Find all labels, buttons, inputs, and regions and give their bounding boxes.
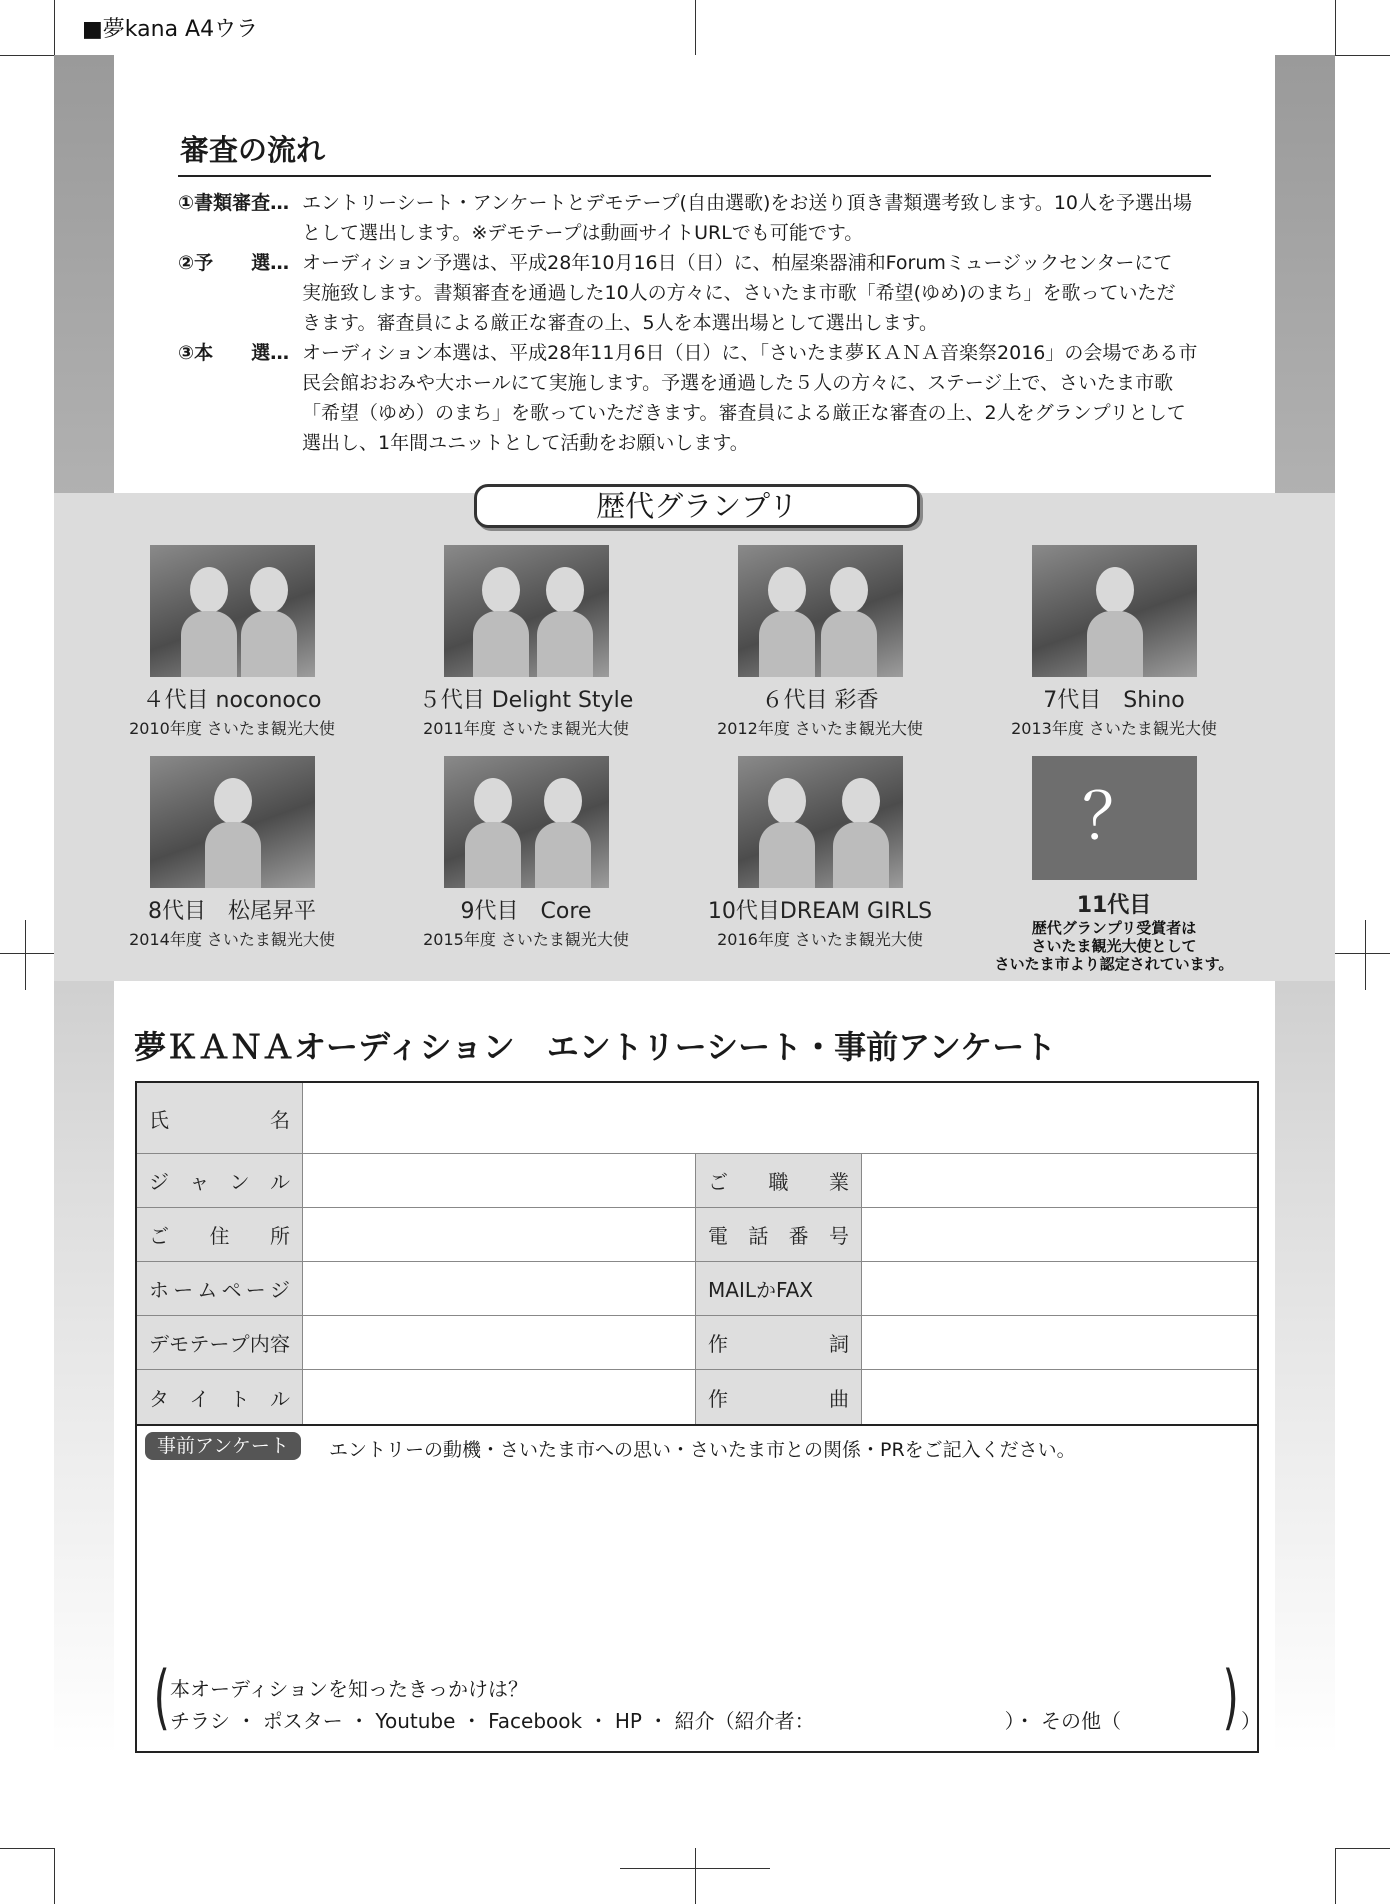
entry-form — [135, 1081, 1259, 1753]
title-field[interactable] — [303, 1370, 695, 1424]
grandprix-photo — [1032, 545, 1197, 677]
grandprix-name: 10代目DREAM GIRLS — [707, 899, 933, 924]
grandprix-item — [376, 756, 676, 950]
composer-field[interactable] — [862, 1370, 1257, 1424]
demo-content-field[interactable] — [303, 1316, 695, 1369]
step-line: エントリーシート・アンケートとデモテープ(自由選歌)をお送り頂き書類選考致します。10人を予選出場 — [302, 192, 1193, 214]
lyricist-label: 作 詞 — [696, 1316, 861, 1369]
form-row — [137, 1154, 1257, 1208]
grandprix-item — [670, 545, 970, 739]
address-label: ご 住 所 — [137, 1208, 302, 1261]
step-line: オーディション予選は、平成28年10月16日（日）に、柏屋楽器浦和Forumミュージックセンターにて — [302, 252, 1173, 274]
step-text — [302, 338, 1240, 458]
grandprix-year: 2014年度 さいたま観光大使 — [129, 930, 335, 949]
occupation-field[interactable] — [862, 1154, 1257, 1207]
step-label: ③本 選… — [178, 342, 290, 364]
grandprix-photo — [150, 545, 315, 677]
question-mark-placeholder: ？ — [1032, 756, 1197, 880]
name-row — [137, 1083, 1257, 1154]
grandprix-year: 2010年度 さいたま観光大使 — [129, 719, 335, 738]
discovery-options[interactable]: チラシ ・ ポスター ・ Youtube ・ Facebook ・ HP ・ 紹介（紹介者： ）・ その他（ ） — [170, 1709, 1261, 1733]
step-line: として選出します。※デモテープは動画サイトURLでも可能です。 — [302, 222, 864, 244]
grandprix-photo — [738, 545, 903, 677]
left-bracket: ( — [153, 1656, 170, 1738]
grandprix-year: 2016年度 さいたま観光大使 — [717, 930, 923, 949]
phone-field[interactable] — [862, 1208, 1257, 1261]
step-line: 選出し、1年間ユニットとして活動をお願いします。 — [302, 432, 749, 454]
homepage-field[interactable] — [303, 1262, 695, 1315]
form-row — [137, 1208, 1257, 1262]
step-line: オーディション本選は、平成28年11月6日（日）に、「さいたま夢ＫＡＮＡ音楽祭2016」の会場である市 — [302, 342, 1198, 364]
step-text — [302, 188, 1240, 248]
title-label: タ イ ト ル — [137, 1370, 302, 1424]
grandprix-item — [376, 545, 676, 739]
note-line: さいたま市より認定されています。 — [994, 955, 1234, 973]
mail-fax-field[interactable] — [862, 1262, 1257, 1315]
form-row — [137, 1370, 1257, 1426]
grandprix-item — [82, 756, 382, 950]
grandprix-photo — [150, 756, 315, 888]
note-line: さいたま観光大使として — [1031, 937, 1197, 955]
mail-fax-label: MAILかFAX — [696, 1262, 861, 1315]
phone-label: 電 話 番 号 — [696, 1208, 861, 1261]
grandprix-next-item — [964, 756, 1264, 973]
grandprix-item — [670, 756, 970, 950]
grandprix-year: 2015年度 さいたま観光大使 — [423, 930, 629, 949]
grandprix-year: 2013年度 さいたま観光大使 — [1011, 719, 1217, 738]
grandprix-item — [82, 545, 382, 739]
grandprix-name: 7代目 Shino — [1043, 688, 1185, 713]
step-line: 「希望（ゆめ）のまち」を歌っていただきます。審査員による厳正な審査の上、2人をグランプリとして — [302, 402, 1186, 424]
grandprix-name: ５代目 Delight Style — [418, 688, 634, 713]
grandprix-item — [964, 545, 1264, 739]
genre-field[interactable] — [303, 1154, 695, 1207]
discovery-question: 本オーディションを知ったきっかけは？ — [170, 1677, 528, 1701]
process-title: 審査の流れ — [180, 133, 326, 167]
grandprix-year: 2011年度 さいたま観光大使 — [423, 719, 629, 738]
grandprix-note — [964, 919, 1264, 973]
document-tag: ■夢kana A4ウラ — [82, 17, 259, 42]
grandprix-name: ６代目 彩香 — [761, 688, 879, 713]
demo-content-label: デ モ テ ー プ 内 容 — [137, 1316, 302, 1369]
grandprix-year: 2012年度 さいたま観光大使 — [717, 719, 923, 738]
occupation-label: ご 職 業 — [696, 1154, 861, 1207]
genre-label: ジ ャ ン ル — [137, 1154, 302, 1207]
survey-area[interactable] — [137, 1427, 1257, 1751]
lyricist-field[interactable] — [862, 1316, 1257, 1369]
step-label: ①書類審査… — [178, 192, 290, 214]
grandprix-name: 11代目 — [1076, 893, 1152, 918]
grandprix-photo — [444, 756, 609, 888]
step-text — [302, 248, 1240, 338]
form-row — [137, 1262, 1257, 1316]
survey-badge: 事前アンケート — [145, 1431, 301, 1458]
note-line: 歴代グランプリ受賞者は — [1031, 919, 1197, 937]
survey-prompt: エントリーの動機・さいたま市への思い・さいたま市との関係・PRをご記入ください。 — [329, 1439, 1076, 1461]
right-bracket: ) — [1222, 1656, 1239, 1738]
step-line: 実施致します。書類審査を通過した10人の方々に、さいたま市歌「希望(ゆめ)のまち」を歌っていただ — [302, 282, 1176, 304]
grandprix-photo — [444, 545, 609, 677]
step-line: きます。審査員による厳正な審査の上、5人を本選出場として選出します。 — [302, 312, 939, 334]
title-divider — [178, 175, 1211, 177]
grandprix-name: ４代目 noconoco — [142, 688, 322, 713]
step-label: ②予 選… — [178, 252, 290, 274]
address-field[interactable] — [303, 1208, 695, 1261]
name-label: 氏 名 — [137, 1083, 302, 1153]
name-field[interactable] — [303, 1083, 1257, 1153]
grandprix-name: 9代目 Core — [460, 899, 592, 924]
step-line: 民会館おおみや大ホールにて実施します。予選を通過した５人の方々に、ステージ上で、さいたま市歌 — [302, 372, 1173, 394]
form-row — [137, 1316, 1257, 1370]
grandprix-photo — [738, 756, 903, 888]
grandprix-title: 歴代グランプリ — [474, 484, 920, 528]
grandprix-name: 8代目 松尾昇平 — [148, 899, 316, 924]
form-title: 夢ＫＡＮＡオーディション エントリーシート・事前アンケート — [134, 1028, 1057, 1066]
composer-label: 作 曲 — [696, 1370, 861, 1424]
homepage-label: ホ ー ム ペ ー ジ — [137, 1262, 302, 1315]
